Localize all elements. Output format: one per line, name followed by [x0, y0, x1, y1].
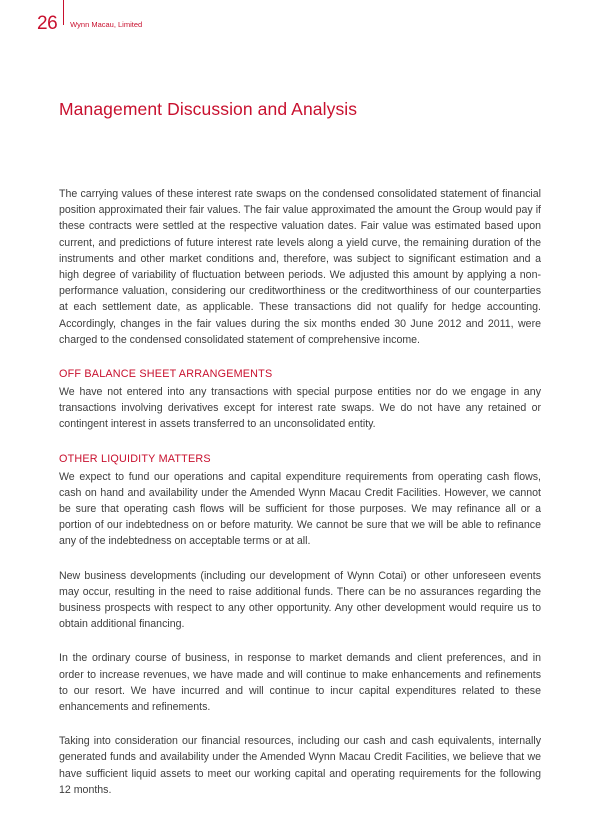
- paragraph-liquidity-funding: We expect to fund our operations and capital expenditure requirements from operating cash flows, cash on hand and availability under the Amended Wynn Macau Credit Facilities. However, we cannot be sure that operating cash flows will be sufficient for those purposes. We may refinance all or a portion of our indebtedness on or before maturity. We cannot be sure that we will be able to refinance any of the indebtedness on acceptable terms or at all.: [59, 470, 541, 548]
- paragraph-liquidity-enhancements: In the ordinary course of business, in response to market demands and client preferences, and in order to increase revenues, we have made and will continue to make enhancements and refinements to our resort. We have incurred and will continue to incur capital expenditures related to these enhancements and refinements.: [59, 652, 541, 714]
- page-title: Management Discussion and Analysis: [59, 99, 358, 119]
- page-header: [37, 14, 142, 38]
- heading-other-liquidity: OTHER LIQUIDITY MATTERS: [59, 452, 211, 465]
- company-name: Wynn Macau, Limited: [70, 20, 143, 29]
- paragraph-liquidity-developments: New business developments (including our development of Wynn Cotai) or other unforeseen events may occur, resulting in the need to raise additional funds. There can be no assurances regarding the business prospects with respect to any other opportunity. Any other development would require us to obtain additional financing.: [59, 569, 541, 631]
- document-body: [59, 186, 541, 816]
- heading-off-balance-sheet: OFF BALANCE SHEET ARRANGEMENTS: [59, 368, 273, 381]
- paragraph-interest-rate-swaps: The carrying values of these interest rate swaps on the condensed consolidated statement of financial position approximated their fair values. The fair value approximated the amount the Group would pay if these contracts were settled at the respective valuation dates. Fair value was estimated based upon current, and predictions of future interest rate levels along a yield curve, the remaining duration of the instruments and other market conditions and, therefore, was subject to significant estimation and a high degree of variability of fluctuation between periods. We adjusted this amount by applying a non-performance valuation, considering our creditworthiness or the creditworthiness of our counterparties at each settlement date, as applicable. These transactions did not qualify for hedge accounting. Accordingly, changes in the fair values during the six months ended 30 June 2012 and 2011, were charged to the condensed consolidated statement of comprehensive income.: [59, 188, 541, 346]
- header-divider: [63, 0, 64, 25]
- page-number: 26: [37, 13, 58, 34]
- paragraph-off-balance-sheet: We have not entered into any transactions with special purpose entities nor do we engage in any transactions involving derivatives except for interest rate swaps. We do not have any retained or contingent interest in assets transferred to an unconsolidated entity.: [59, 386, 541, 431]
- paragraph-liquidity-resources: Taking into consideration our financial resources, including our cash and cash equivalents, internally generated funds and availability under the Amended Wynn Macau Credit Facilities, we believe that we have sufficient liquid assets to meet our working capital and operating requirements for the following 12 months.: [59, 735, 541, 796]
